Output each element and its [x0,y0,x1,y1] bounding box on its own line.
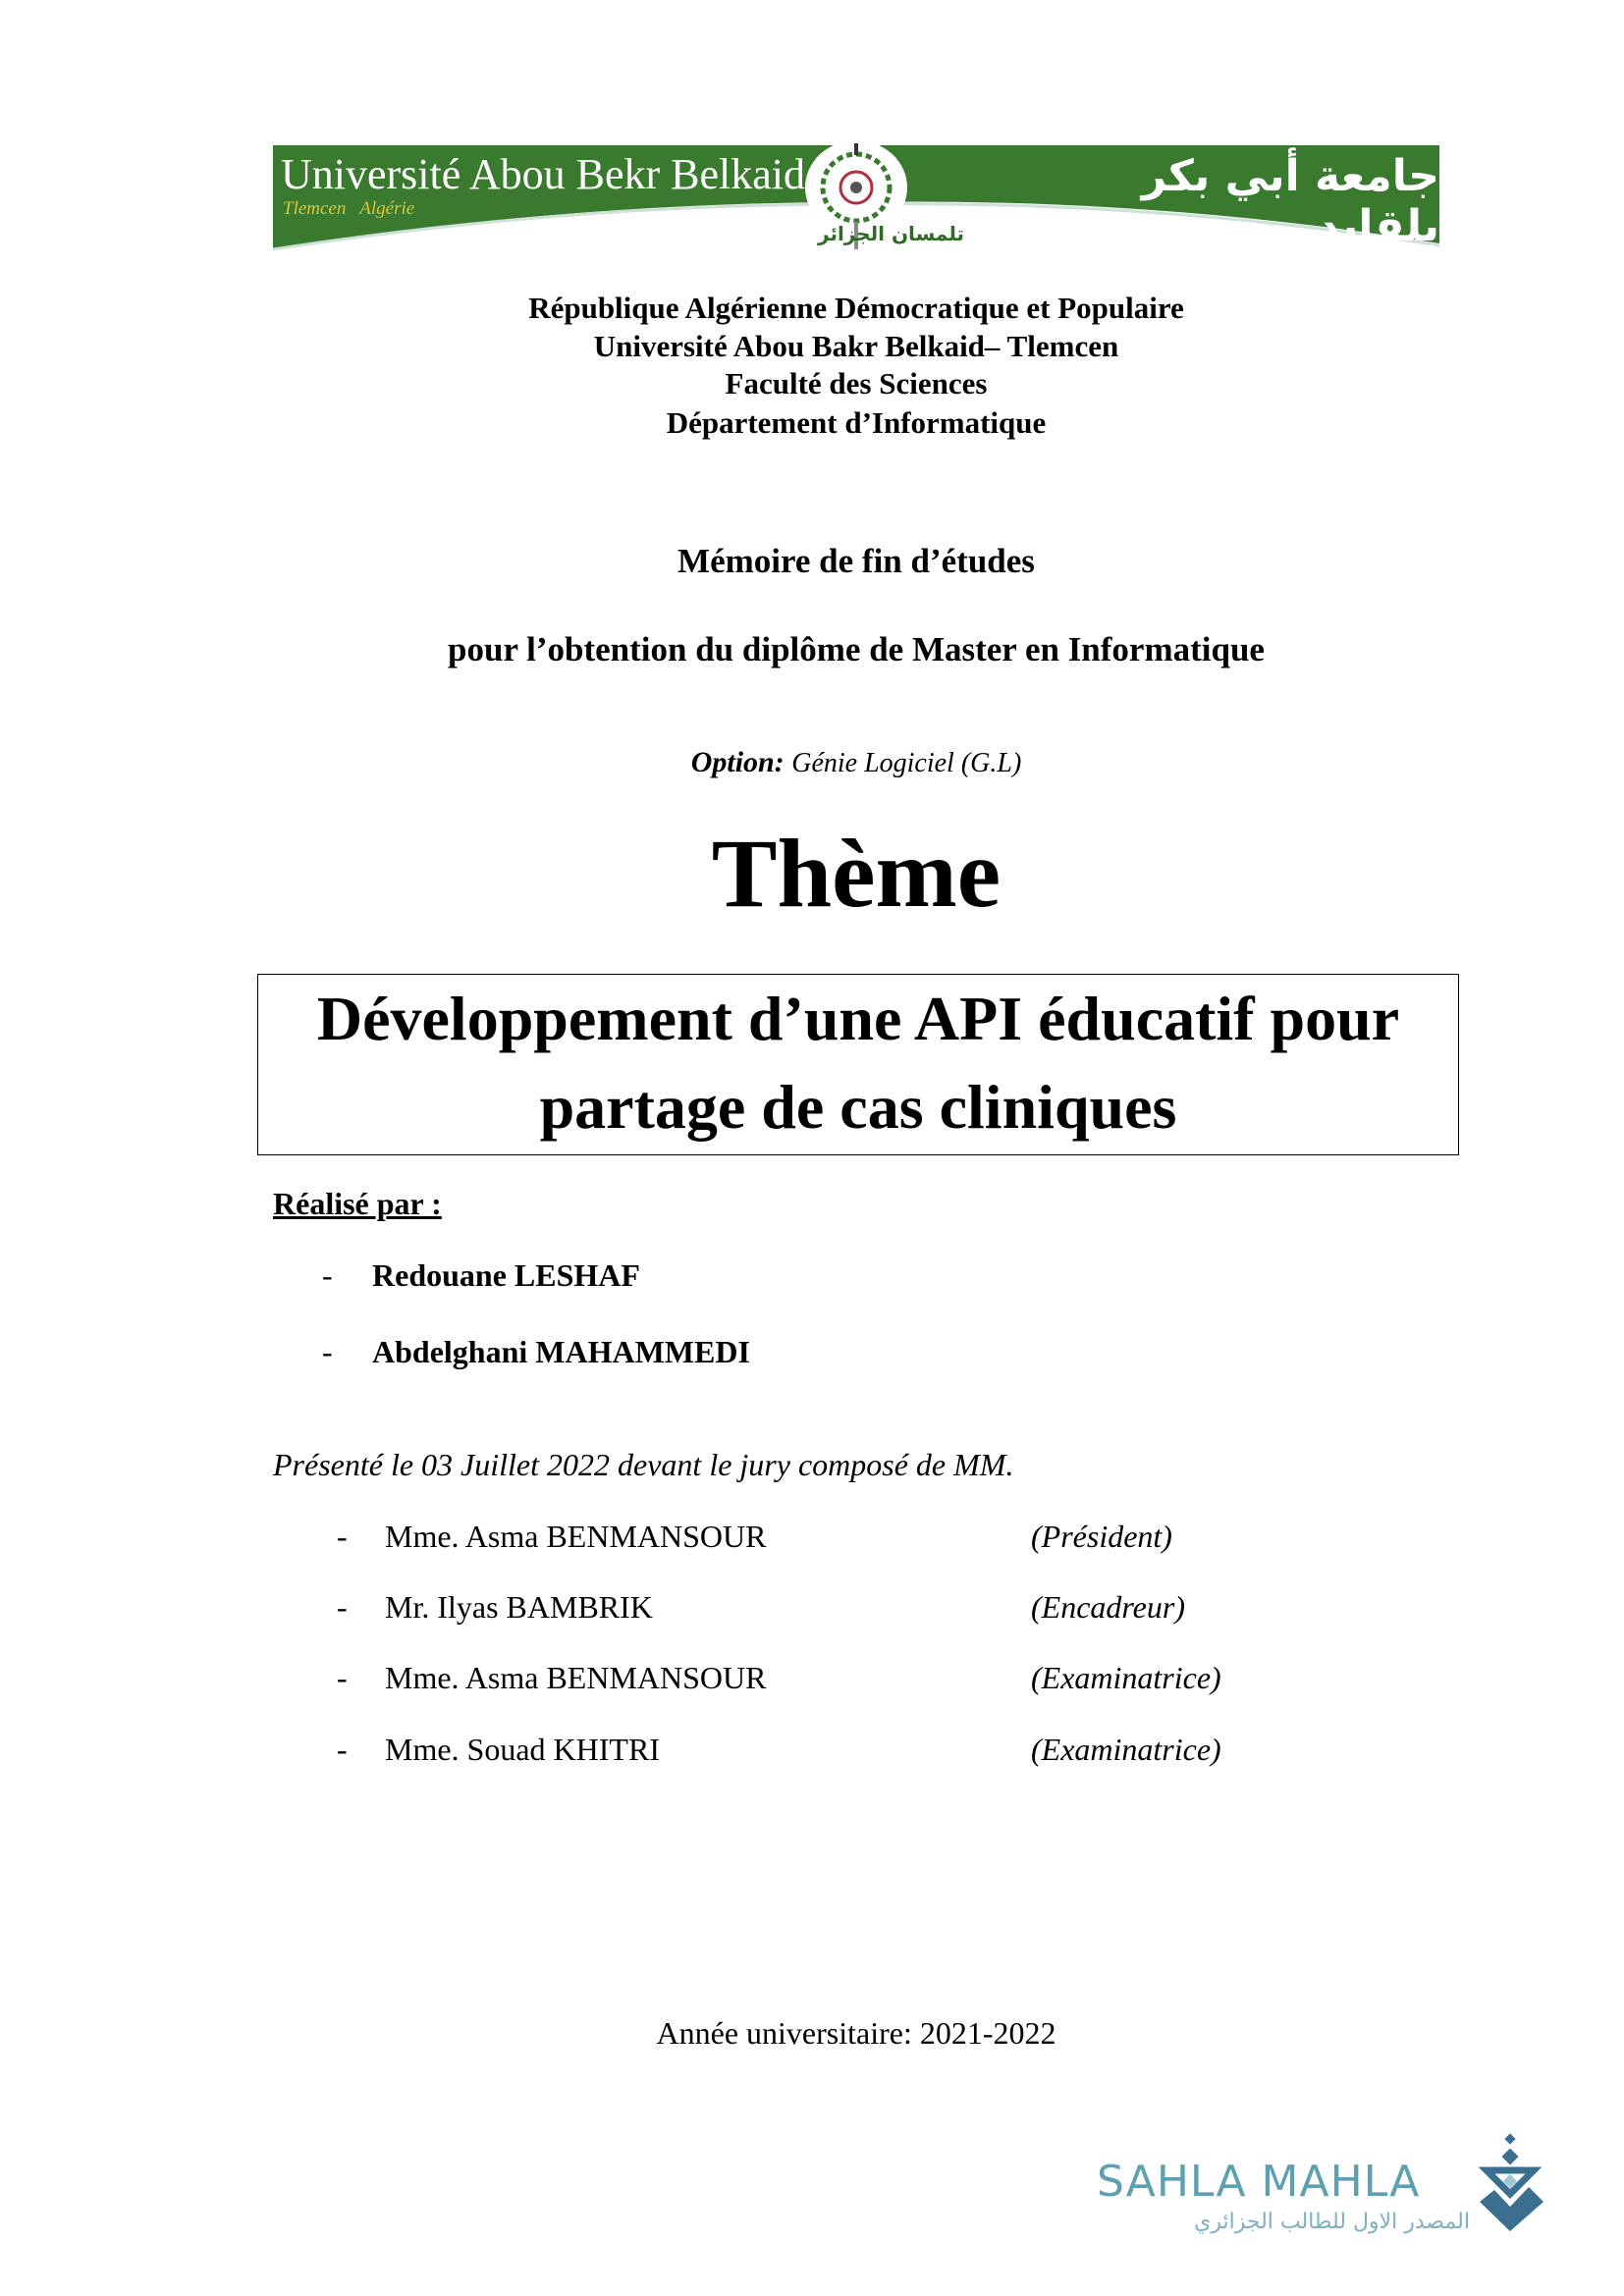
thesis-title-line-1: Développement d’une API éducatif pour [316,984,1400,1053]
banner-university-fr: Université Abou Bekr Belkaid [281,150,806,198]
banner-city-ar: تلمسان الجزائر [818,222,965,245]
option-value: Génie Logiciel (G.L) [791,748,1022,778]
jury-dash: - [337,1732,348,1767]
university-banner [273,143,1439,251]
jury-dash: - [337,1589,348,1625]
theme-heading: Thème [711,819,1001,928]
author-name: Redouane LESHAF [372,1257,640,1293]
option-line [0,746,1624,779]
option-label: Option: [690,746,785,778]
jury-dash: - [337,1519,348,1554]
jury-dash: - [337,1660,348,1695]
jury-name: Mme. Asma BENMANSOUR [385,1660,767,1695]
academic-year: Année universitaire: 2021-2022 [656,2015,1056,2051]
header-department: Département d’Informatique [666,405,1047,440]
author-name: Abdelghani MAHAMMEDI [372,1334,750,1369]
header-faculty: Faculté des Sciences [725,366,988,400]
thesis-title-box [257,974,1459,1155]
banner-city-fr: Tlemcen Algérie [283,198,415,219]
header-university: Université Abou Bakr Belkaid– Tlemcen [593,329,1119,363]
jury-role: (Examinatrice) [1031,1732,1221,1767]
thesis-title-line-2: partage de cas cliniques [539,1072,1177,1142]
memoire-heading: Mémoire de fin d’études [677,542,1035,580]
jury-name: Mr. Ilyas BAMBRIK [385,1589,653,1625]
author-dash: - [322,1334,333,1369]
jury-role: (Encadreur) [1031,1589,1185,1625]
jury-name: Mme. Souad KHITRI [385,1732,660,1767]
banner-university-ar: جامعة أبي بكر بلقايد [1141,151,1439,251]
logo-emblem-icon [1475,2133,1548,2236]
logo-tagline: المصدر الاول للطالب الجزائري [1194,2210,1470,2234]
presented-line: Présenté le 03 Juillet 2022 devant le jury composé de MM. [273,1447,1014,1482]
diploma-line: pour l’obtention du diplôme de Master en Informatique [448,630,1265,668]
authors-label: Réalisé par : [273,1186,442,1221]
jury-role: (Président) [1031,1519,1172,1554]
header-republic: République Algérienne Démocratique et Populaire [528,291,1184,325]
sahla-mahla-logo [1097,2133,1548,2241]
author-dash: - [322,1257,333,1293]
jury-name: Mme. Asma BENMANSOUR [385,1519,767,1554]
jury-role: (Examinatrice) [1031,1660,1221,1695]
logo-name: SAHLA MAHLA [1097,2157,1421,2207]
